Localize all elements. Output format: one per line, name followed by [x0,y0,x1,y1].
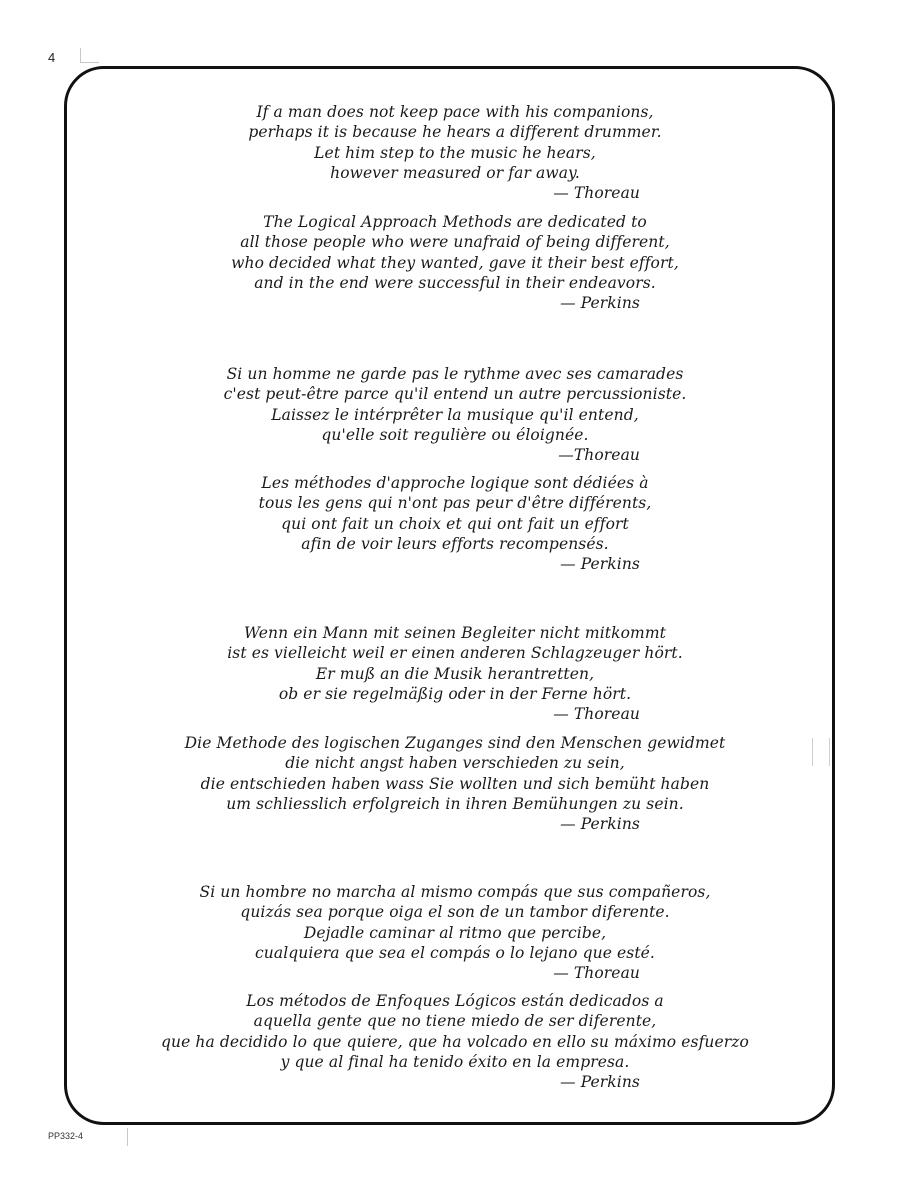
crop-mark-bottom [127,1128,128,1146]
page-number: 4 [48,50,56,65]
quote-line: ist es vielleicht weil er einen anderen Schlagzeuger hört. [227,644,683,663]
quote-line: Laissez le intérprêter la musique qu'il entend, [271,405,639,424]
quote-line: If a man does not keep pace with his companions, [256,103,654,121]
dedication-line: que ha decidido lo que quiere, que ha volcado en ello su máximo esfuerzo [161,1032,749,1051]
dedication-line: who decided what they wanted, gave it their best effort, [231,253,679,272]
dedication-line: um schliesslich erfolgreich in ihren Bemühungen zu sein. [226,794,684,813]
dedication-line: qui ont fait un choix et qui ont fait un effort [281,514,629,533]
quote-line: perhaps it is because he hears a different drummer. [248,123,662,142]
quote-line: Let him step to the music he hears, [314,143,596,162]
dedication-line: y que al final ha tenido éxito en la empresa. [280,1052,630,1071]
attribution: — Perkins [560,815,640,834]
attribution: — Perkins [560,294,640,313]
spanish-quote [100,882,810,983]
dedication-line: afin de voir leurs efforts recompensés. [301,534,609,553]
french-quote [100,364,810,465]
dedication-line: all those people who were unafraid of being different, [240,233,670,252]
german-quote [100,623,810,724]
english-dedication [100,212,810,313]
quote-line: c'est peut-être parce qu'il entend un autre percussioniste. [223,385,687,404]
attribution: —Thoreau [558,446,640,465]
crop-mark-top [80,48,99,63]
quote-line: cualquiera que sea el compás o lo lejano que esté. [255,943,655,962]
quote-line: Wenn ein Mann mit seinen Begleiter nicht mitkommt [244,624,666,642]
attribution: — Perkins [560,555,640,574]
quote-line: ob er sie regelmäßig oder in der Ferne hört. [278,684,632,703]
dedication-line: The Logical Approach Methods are dedicated to [263,213,647,231]
spanish-dedication [100,991,810,1092]
dedication-line: aquella gente que no tiene miedo de ser diferente, [253,1012,657,1031]
dedication-line: die entschieden haben wass Sie wollten und sich bemüht haben [200,774,710,793]
quote-line: quizás sea porque oiga el son de un tambor diferente. [240,903,670,922]
quote-line: Si un homme ne garde pas le rythme avec ses camarades [226,365,684,383]
french-dedication [100,473,810,574]
quote-line: qu'elle soit regulière ou éloignée. [321,425,589,444]
quote-line: however measured or far away. [330,163,580,182]
dedication-line: Los métodos de Enfoques Lógicos están dedicados a [246,992,664,1010]
attribution: — Thoreau [553,705,640,724]
attribution: — Perkins [560,1073,640,1092]
quote-line: Si un hombre no marcha al mismo compás que sus compañeros, [199,883,711,901]
quote-line: Er muß an die Musik herantretten, [315,664,595,683]
attribution: — Thoreau [553,184,640,203]
german-dedication [100,733,810,834]
attribution: — Thoreau [553,964,640,983]
dedication-line: die nicht angst haben verschieden zu sein, [285,754,625,773]
dedication-line: Les méthodes d'approche logique sont dédiées à [261,474,649,492]
dedication-line: Die Methode des logischen Zuganges sind den Menschen gewidmet [184,734,726,752]
english-quote [100,102,810,203]
footer-code: PP332-4 [48,1131,84,1141]
quote-line: Dejadle caminar al ritmo que percibe, [303,923,607,942]
dedication-line: and in the end were successful in their endeavors. [254,273,656,292]
dedication-line: tous les gens qui n'ont pas peur d'être différents, [258,494,652,513]
